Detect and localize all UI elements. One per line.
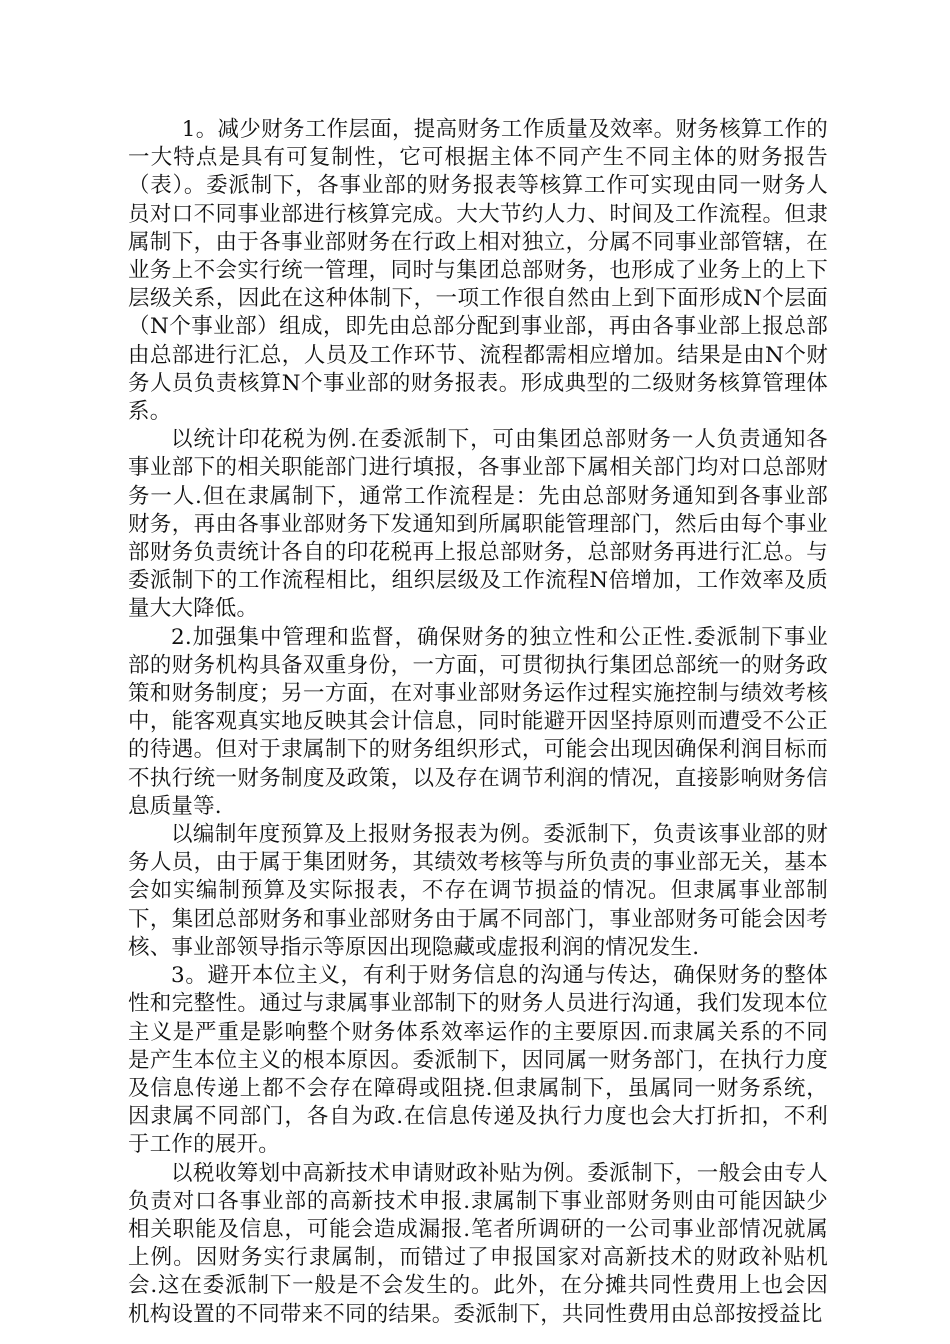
paragraph-3: 2.加强集中管理和监督，确保财务的独立性和公正性.委派制下事业部的财务机构具备双重身份，一方面，可贯彻执行集团总部统一的财务政策和财务制度；另一方面，在对事业部财务运作过程实施控制与绩效考核中，能客观真实地反映其会计信息，同时能避开因坚持原则而遭受不公正的待遇。但对于隶属制下的财务组织形式，可能会出现因确保利润目标而不执行统一财务制度及政策，以及存在调节利润的情况，直接影响财务信息质量等.: [128, 624, 828, 819]
paragraph-6: 以税收筹划中高新技术申请财政补贴为例。委派制下，一般会由专人负责对口各事业部的高新技术申报.隶属制下事业部财务则由可能因缺少相关职能及信息，可能会造成漏报.笔者所调研的一公司事业部情况就属上例。因财务实行隶属制，而错过了申报国家对高新技术的财政补贴机会.这在委派制下一般是不会发生的。此外，在分摊共同性费用上也会因机构设置的不同带来不同的结果。委派制下，共同性费用由总部按授益比: [128, 1160, 828, 1327]
paragraph-4: 以编制年度预算及上报财务报表为例。委派制下，负责该事业部的财务人员，由于属于集团财务，其绩效考核等与所负责的事业部无关，基本会如实编制预算及实际报表，不存在调节损益的情况。但隶属事业部制下，集团总部财务和事业部财务由于属不同部门，事业部财务可能会因考核、事业部领导指示等原因出现隐藏或虚报利润的情况发生.: [128, 822, 828, 960]
paragraph-2: 以统计印花税为例.在委派制下，可由集团总部财务一人负责通知各事业部下的相关职能部门进行填报，各事业部下属相关部门均对口总部财务一人.但在隶属制下，通常工作流程是：先由总部财务通知到各事业部财务，再由各事业部财务下发通知到所属职能管理部门，然后由每个事业部财务负责统计各自的印花税再上报总部财务，总部财务再进行汇总。与委派制下的工作流程相比，组织层级及工作流程N倍增加，工作效率及质量大大降低。: [128, 427, 828, 622]
document-body: [128, 116, 828, 1329]
paragraph-5: 3。避开本位主义，有利于财务信息的沟通与传达，确保财务的整体性和完整性。通过与隶属事业部制下的财务人员进行沟通，我们发现本位主义是严重是影响整个财务体系效率运作的主要原因.而隶属关系的不同是产生本位主义的根本原因。委派制下，因同属一财务部门，在执行力度及信息传递上都不会存在障碍或阻挠.但隶属制下，虽属同一财务系统，因隶属不同部门，各自为政.在信息传递及执行力度也会大打折扣，不利于工作的展开。: [128, 963, 828, 1158]
paragraph-1: 1。减少财务工作层面，提高财务工作质量及效率。财务核算工作的一大特点是具有可复制性，它可根据主体不同产生不同主体的财务报告（表）。委派制下，各事业部的财务报表等核算工作可实现由同一财务人员对口不同事业部进行核算完成。大大节约人力、时间及工作流程。但隶属制下，由于各事业部财务在行政上相对独立，分属不同事业部管辖，在业务上不会实行统一管理，同时与集团总部财务，也形成了业务上的上下层级关系，因此在这种体制下，一项工作很自然由上到下面形成N个层面（N个事业部）组成，即先由总部分配到事业部，再由各事业部上报总部由总部进行汇总，人员及工作环节、流程都需相应增加。结果是由N个财务人员负责核算N个事业部的财务报表。形成典型的二级财务核算管理体系。: [128, 117, 828, 425]
